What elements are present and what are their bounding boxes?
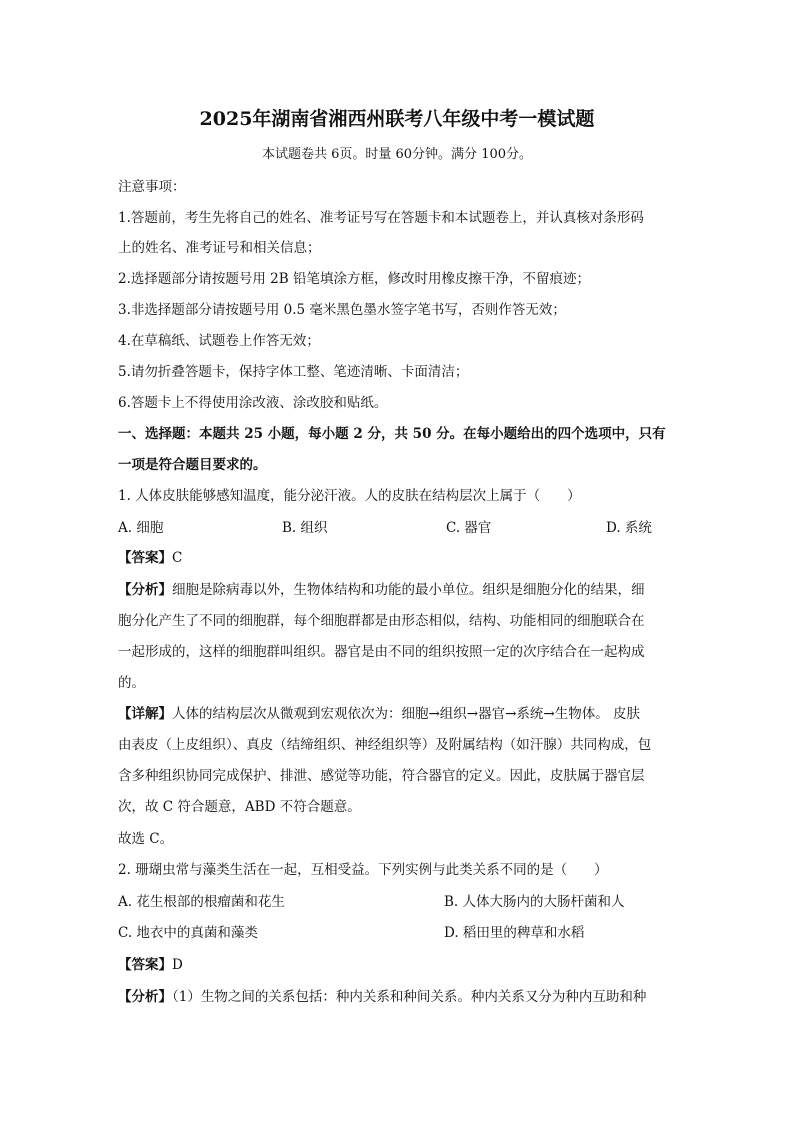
q1-detail-line: 含多种组织协同完成保护、排泄、感觉等功能，符合器官的定义。因此，皮肤属于器官层 [118, 768, 645, 784]
q1-option-d: D. 系统 [606, 520, 652, 536]
section-heading-cont: 一项是符合题目要求的。 [118, 457, 267, 473]
q1-detail-line: 【详解】人体的结构层次从微观到宏观依次为：细胞→组织→器官→系统→生物体。 皮肤 [118, 706, 641, 722]
detail-tag: 【详解】 [118, 706, 172, 722]
notice-line: 5.请勿折叠答题卡，保持字体工整、笔迹清晰、卡面清洁； [118, 364, 469, 380]
q1-answer [118, 548, 678, 568]
answer-value: C [172, 550, 183, 566]
q2-option-c: C. 地衣中的真菌和藻类 [118, 925, 258, 941]
q1-conclusion: 故选 C。 [118, 831, 174, 847]
answer-tag: 【答案】 [118, 550, 172, 566]
analysis-tag: 【分析】 [118, 582, 172, 598]
answer-value: D [172, 957, 183, 973]
notice-line: 2.选择题部分请按题号用 2B 铅笔填涂方框，修改时用橡皮擦干净，不留痕迹； [118, 271, 590, 287]
notice-line: 1.答题前，考生先将自己的姓名、准考证号写在答题卡和本试题卷上，并认真核对条形码 [118, 210, 644, 226]
q2-option-b: B. 人体大肠内的大肠杆菌和人 [444, 894, 625, 910]
question-1-stem: 1. 人体皮肤能够感知温度，能分泌汗液。人的皮肤在结构层次上属于（ ） [118, 488, 581, 504]
section-heading: 一、选择题：本题共 25 小题，每小题 2 分，共 50 分。在每小题给出的四个选项中，只有 [118, 426, 666, 442]
q1-option-c: C. 器官 [446, 520, 492, 536]
q1-option-a: A. 细胞 [118, 520, 164, 536]
notice-line: 上的姓名、准考证号和相关信息； [118, 240, 321, 256]
notice-line: 6.答题卡上不得使用涂改液、涂改胶和贴纸。 [118, 395, 388, 411]
q1-analysis-line: 【分析】细胞是除病毒以外，生物体结构和功能的最小单位。组织是细胞分化的结果，细 [118, 582, 645, 598]
exam-subtitle: 本试题卷共 6页。时量 60分钟。满分 100分。 [261, 147, 533, 162]
q1-analysis-line: 一起形成的，这样的细胞群叫组织。器官是由不同的组织按照一定的次序结合在一起构成 [118, 644, 645, 660]
question-2-stem: 2. 珊瑚虫常与藻类生活在一起，互相受益。下列实例与此类关系不同的是（ ） [118, 862, 608, 878]
notice-heading: 注意事项： [118, 179, 186, 195]
q1-analysis-line: 胞分化产生了不同的细胞群，每个细胞群都是由形态相似，结构、功能相同的细胞联合在 [118, 613, 645, 629]
q2-option-a: A. 花生根部的根瘤菌和花生 [118, 894, 285, 910]
q1-analysis-line: 的。 [118, 675, 145, 691]
exam-title: 2025年湖南省湘西州联考八年级中考一模试题 [199, 108, 595, 130]
q1-detail-line: 由表皮（上皮组织）、真皮（结缔组织、神经组织等）及附属结构（如汗腺）共同构成，包 [118, 737, 652, 753]
q2-analysis-line: 【分析】（1）生物之间的关系包括：种内关系和种间关系。种内关系又分为种内互助和种 [118, 989, 647, 1005]
q1-option-b: B. 组织 [282, 520, 328, 536]
q2-option-d: D. 稻田里的稗草和水稻 [444, 925, 585, 941]
q2-answer [118, 955, 678, 975]
q1-detail-line: 次，故 C 符合题意，ABD 不符合题意。 [118, 799, 361, 815]
notice-line: 3.非选择题部分请按题号用 0.5 毫米黑色墨水签字笔书写，否则作答无效； [118, 302, 566, 318]
answer-tag: 【答案】 [118, 957, 172, 973]
analysis-tag: 【分析】 [118, 989, 172, 1005]
notice-line: 4.在草稿纸、试题卷上作答无效； [118, 333, 320, 349]
